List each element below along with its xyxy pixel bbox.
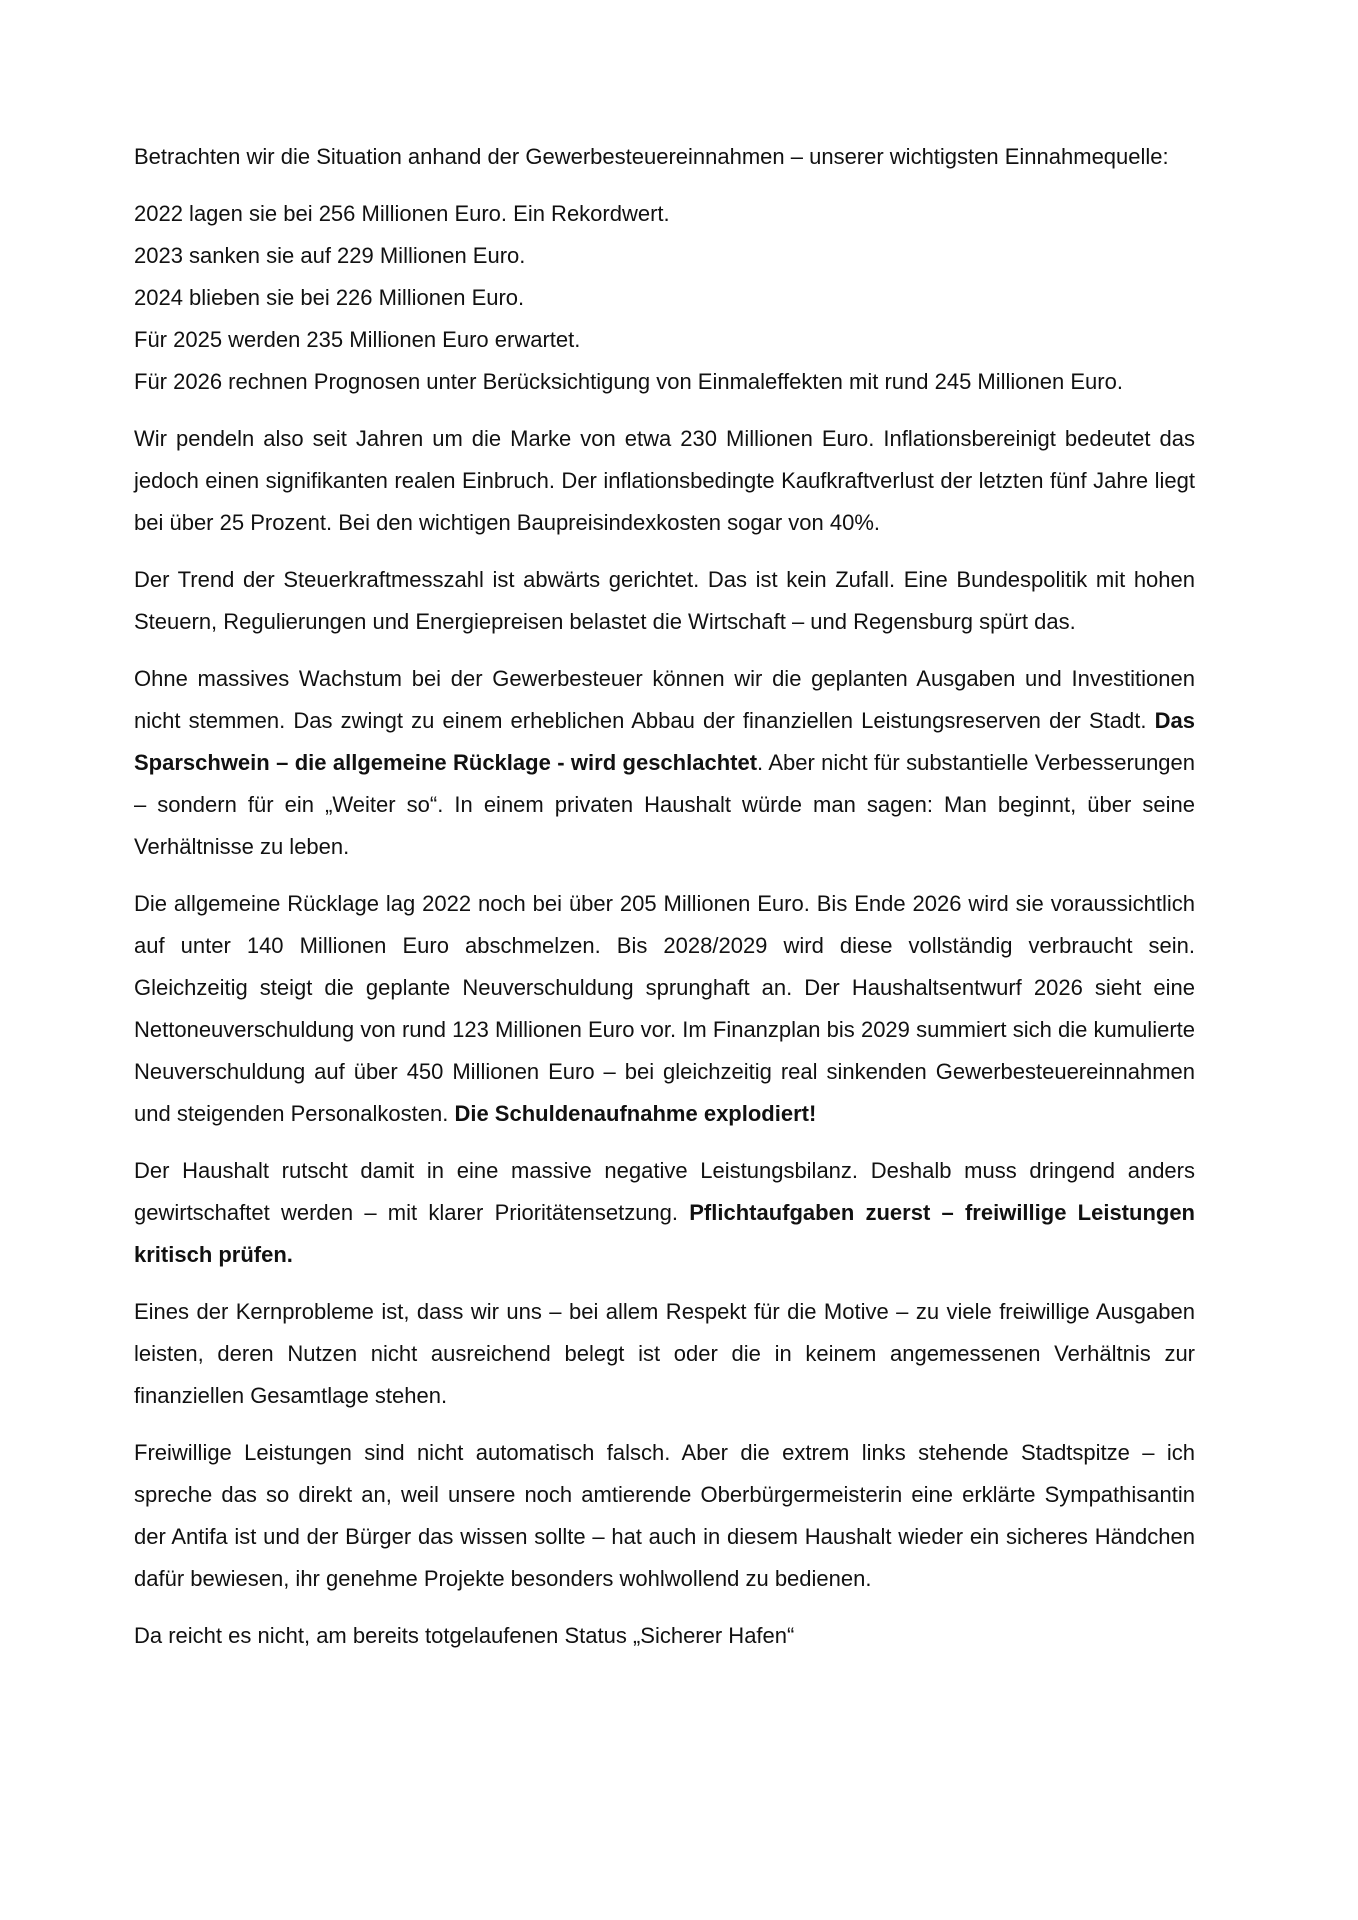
text-run: Eines der Kernprobleme ist, dass wir uns – bei allem Respekt für die Motive – zu viele freiwillige Ausgaben leisten, deren Nutzen nicht ausreichend belegt ist oder die in keinem angemessenen Verhältnis zur finanziellen Gesamtlage stehen. [134, 1299, 1195, 1408]
text-run-bold: Pflichtaufgaben zuerst – freiwillige Leistungen kritisch prüfen. [134, 1200, 1195, 1267]
text-run: 2024 blieben sie bei 226 Millionen Euro. [134, 285, 525, 310]
text-run: Betrachten wir die Situation anhand der Gewerbesteuereinnahmen – unserer wichtigsten Einnahmequelle: [134, 144, 1169, 169]
paragraph-sparschwein [134, 658, 1195, 868]
text-run: Der Haushalt rutscht damit in eine massive negative Leistungsbilanz. Deshalb muss dringend anders gewirtschaftet werden – mit klarer Prioritätensetzung. [134, 1158, 1195, 1225]
text-run: Da reicht es nicht, am bereits totgelaufenen Status „Sicherer Hafen“ [134, 1623, 795, 1648]
text-run: 2022 lagen sie bei 256 Millionen Euro. Ein Rekordwert. [134, 201, 670, 226]
paragraph-trend-steuerkraft [134, 559, 1195, 643]
paragraph-year-2025 [134, 319, 1195, 361]
text-run-bold: Das Sparschwein – die allgemeine Rücklage - wird geschlachtet [134, 708, 1195, 775]
paragraph-year-2024 [134, 277, 1195, 319]
text-run-bold: Die Schuldenaufnahme explodiert! [454, 1101, 817, 1126]
paragraph-ruecklage-neuverschuldung [134, 883, 1195, 1135]
document-body [134, 136, 1195, 1672]
paragraph-leistungsbilanz [134, 1150, 1195, 1276]
text-run: Der Trend der Steuerkraftmesszahl ist abwärts gerichtet. Das ist kein Zufall. Eine Bundespolitik mit hohen Steuern, Regulierungen und Energiepreisen belastet die Wirtschaft – und Regensburg spürt das. [134, 567, 1195, 634]
paragraph-freiwillige-leistungen [134, 1432, 1195, 1600]
text-run: 2023 sanken sie auf 229 Millionen Euro. [134, 243, 526, 268]
text-run: . Aber nicht für substantielle Verbesserungen – sondern für ein „Weiter so“. In einem privaten Haushalt würde man sagen: Man beginnt, über seine Verhältnisse zu leben. [134, 750, 1196, 859]
text-run: Für 2025 werden 235 Millionen Euro erwartet. [134, 327, 581, 352]
paragraph-year-2023 [134, 235, 1195, 277]
paragraph-sicherer-hafen [134, 1615, 1195, 1657]
paragraph-year-2022 [134, 193, 1195, 235]
paragraph-kernprobleme [134, 1291, 1195, 1417]
text-run: Wir pendeln also seit Jahren um die Marke von etwa 230 Millionen Euro. Inflationsbereinigt bedeutet das jedoch einen signifikanten realen Einbruch. Der inflationsbedingte Kaufkraftverlust der letzten fünf Jahre liegt bei über 25 Prozent. Bei den wichtigen Baupreisindexkosten sogar von 40%. [134, 426, 1195, 535]
paragraph-pendeln-marke [134, 418, 1195, 544]
text-run: Die allgemeine Rücklage lag 2022 noch bei über 205 Millionen Euro. Bis Ende 2026 wird sie voraussichtlich auf unter 140 Millionen Euro abschmelzen. Bis 2028/2029 wird diese vollständig verbraucht sein. Gleichzeitig steigt die geplante Neuverschuldung sprunghaft an. Der Haushaltsentwurf 2026 sieht eine Nettoneuverschuldung von rund 123 Millionen Euro vor. Im Finanzplan bis 2029 summiert sich die kumulierte Neuverschuldung auf über 450 Millionen Euro – bei gleichzeitig real sinkenden Gewerbesteuereinnahmen und steigenden Personalkosten. [134, 891, 1195, 1126]
text-run: Freiwillige Leistungen sind nicht automatisch falsch. Aber die extrem links stehende Stadtspitze – ich spreche das so direkt an, weil unsere noch amtierende Oberbürgermeisterin eine erklärte Sympathisantin der Antifa ist und der Bürger das wissen sollte – hat auch in diesem Haushalt wieder ein sicheres Händchen dafür bewiesen, ihr genehme Projekte besonders wohlwollend zu bedienen. [134, 1440, 1195, 1591]
paragraph-intro [134, 136, 1195, 178]
text-run: Für 2026 rechnen Prognosen unter Berücksichtigung von Einmaleffekten mit rund 245 Millionen Euro. [134, 369, 1123, 394]
paragraph-year-2026 [134, 361, 1195, 403]
text-run: Ohne massives Wachstum bei der Gewerbesteuer können wir die geplanten Ausgaben und Investitionen nicht stemmen. Das zwingt zu einem erheblichen Abbau der finanziellen Leistungsreserven der Stadt. [134, 666, 1195, 733]
